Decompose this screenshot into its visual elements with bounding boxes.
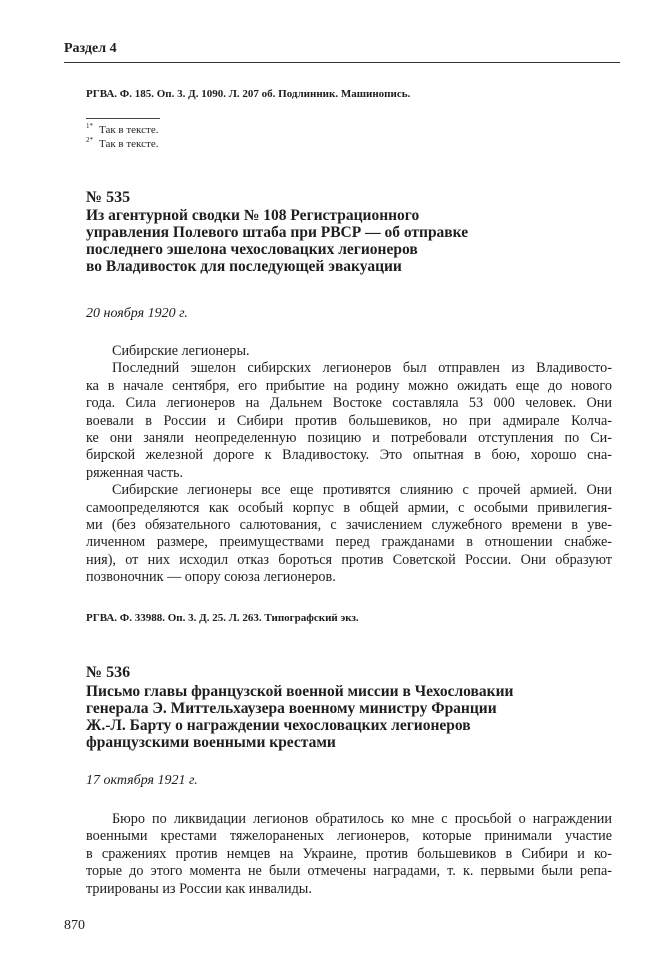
doc-535-source: РГВА. Ф. 33988. Оп. 3. Д. 25. Л. 263. Типографский экз. — [86, 612, 359, 624]
body-line: ке они заняли неопределенную позицию и потребовали отступления по Си- — [86, 429, 612, 446]
body-line: года. Сила легионеров на Дальнем Востоке составляла 53 000 человек. Они — [86, 395, 612, 412]
page-number: 870 — [64, 918, 85, 933]
body-line: триированы из России как инвалиды. — [86, 880, 312, 897]
body-line: ряженная часть. — [86, 464, 184, 481]
body-line: Сибирские легионеры все еще противятся слиянию с прочей армией. Они — [112, 482, 612, 499]
running-header: Раздел 4 — [64, 40, 620, 63]
body-line: торые до этого момента не были отмечены наградами, т. к. первыми были репа- — [86, 863, 612, 880]
body-line: Бюро по ликвидации легионов обратилось ко мне с просьбой о награждении — [112, 811, 612, 827]
footnote-1: $^{1*}$ Так в тексте. — [86, 122, 159, 136]
archive-source-top: РГВА. Ф. 185. Оп. 3. Д. 1090. Л. 207 об. Подлинник. Машинопись. — [86, 88, 411, 100]
body-line: Сибирские легионеры. — [112, 343, 250, 359]
doc-536-body — [86, 811, 612, 898]
doc-535-date: 20 ноября 1920 г. — [86, 306, 188, 321]
body-line: бирской железной дороге к Владивостоку. Это опытная в бою, хорошо сна- — [86, 447, 612, 464]
footnote-rule — [86, 118, 160, 119]
body-line: ка в начале сентября, его прибытие на родину можно ожидать еще до нового — [86, 377, 612, 394]
body-line: воевали в России и Сибири против большевиков, но при адмирале Колча- — [86, 412, 612, 429]
body-line: позвоночник — опору союза легионеров. — [86, 569, 336, 586]
doc-536-date: 17 октября 1921 г. — [86, 773, 198, 788]
doc-535-body — [86, 343, 612, 586]
body-line: ми (без обязательного салютования, с зачислением служебного времени в уве- — [86, 516, 612, 533]
body-line: ния), от них исходил отказ бороться против Советской России. Они образуют — [86, 551, 612, 568]
doc-535-number: № 535 — [86, 189, 131, 206]
doc-536-title: Письмо главы французской военной миссии в Чехословакии генерала Э. Миттельхаузера военному министру Франции Ж.-Л. Барту о награждении чехословацких легионеров французскими военными крестами — [86, 683, 514, 751]
body-line: Последний эшелон сибирских легионеров был отправлен из Владивосто- — [112, 360, 612, 377]
body-line: в сражениях против немцев на Украине, против большевиков в Сибири и ко- — [86, 845, 612, 862]
body-line: военными крестами тяжелораненых легионеров, которые принимали участие — [86, 828, 612, 845]
doc-536-number: № 536 — [86, 664, 131, 681]
body-line: личенном размере, преимуществами перед гражданами в отношении снабже- — [86, 534, 612, 551]
footnote-2: $^{2*}$ Так в тексте. — [86, 136, 159, 150]
doc-535-title: Из агентурной сводки № 108 Регистрационного управления Полевого штаба при РВСР — об отправке последнего эшелона чехословацких легионеров во Владивосток для последующей эвакуации — [86, 207, 469, 275]
footnotes — [86, 123, 158, 151]
body-line: самоопределяются как особый корпус в общей армии, с особыми привилегия- — [86, 499, 612, 516]
